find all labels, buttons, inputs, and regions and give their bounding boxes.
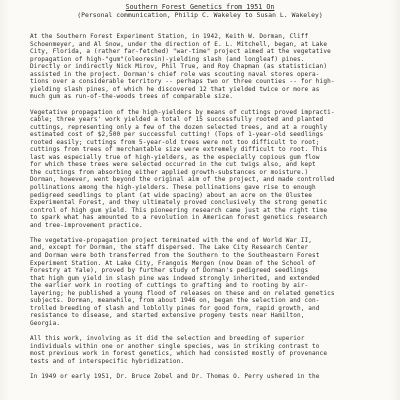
- text-line: for which these trees were selected occurred in the cut twigs also, and kept: [30, 161, 316, 169]
- text-line: tests and of interspecific hybridization.: [30, 357, 185, 365]
- text-line: that high gum yield in slash pine was indeed strongly inherited, and extended: [30, 274, 320, 282]
- body-paragraph: [30, 237, 370, 328]
- text-line: much gum as run-of-the-woods trees of comparable size.: [30, 93, 234, 101]
- text-line: pedigreed seedlings to plant (at wide spacing) about an acre on the Olustee: [30, 191, 313, 199]
- text-line: estimated cost of $2,500 per successful cutting! (Tops of 1-year-old seedlings: [30, 131, 324, 139]
- text-line: last was especially true of high-yielders, as the especially copious gum flow: [30, 153, 320, 161]
- text-line: resistance to disease, and started extensive progeny tests near Hamilton,: [30, 312, 305, 320]
- text-line: cuttings, representing only a few of the dozen selected trees, and at a roughly: [30, 123, 328, 131]
- text-line: Dorman, however, went beyond the original aim of the project, and made controlled: [30, 176, 335, 184]
- text-line: Vegetative propagation of the high-yielders by means of cuttings proved impracti-: [30, 108, 335, 116]
- text-line: In 1949 or early 1951, Dr. Bruce Zobel and Dr. Thomas O. Perry ushered in the: [30, 372, 320, 380]
- text-line: and, except for Dorman, the staff dispersed. The Lake City Research Center: [30, 244, 309, 252]
- text-line: layering; he published a young flood of releases on these and on related genetics: [30, 289, 335, 297]
- text-line: Experimental Forest, and they ultimately proved conclusively the strong genetic: [30, 199, 328, 207]
- text-line: tions over a considerable territory -- perhaps two or three counties -- for high-: [30, 78, 335, 86]
- text-line: City, Florida, a (rather far-fetched) "war-time" project aimed at the vegetative: [30, 48, 331, 56]
- text-line: Experiment Station. At Lake City, Frangois Mergen (now Dean of the School of: [30, 259, 316, 267]
- text-line: individuals within one or another single species, was in striking contrast to: [30, 342, 320, 350]
- text-line: most previous work in forest genetics, which had consisted mostly of provenance: [30, 350, 328, 358]
- text-line: All this work, involving as it did the selection and breeding of superior: [30, 335, 305, 343]
- text-line: cable; three years' work yielded a total of 15 successfully rooted and planted: [30, 116, 324, 124]
- text-line: Directly or indirectly Nick Mirov, Phil True, and Roy Chapman (as statistician): [30, 63, 328, 71]
- text-line: assisted in the project. Dorman's chief role was scouting naval stores opera-: [30, 70, 320, 78]
- document-title: Southern Forest Genetics from 1951 On: [125, 3, 275, 11]
- text-line: rooted easily; cuttings from 5-year-old trees were not too difficult to root;: [30, 138, 320, 146]
- text-line: At the Southern Forest Experiment Station, in 1942, Keith W. Dorman, Cliff: [30, 33, 309, 40]
- text-line: propagation of high-"gum"(oleoresin)-yielding slash (and longleaf) pines.: [30, 55, 305, 63]
- body-paragraph: [30, 373, 370, 381]
- text-line: yielding slash pines, of which he discovered 12 that yielded twice or more as: [30, 85, 320, 93]
- text-line: to spark what has amounted to a revolution in American forest genetics research: [30, 214, 328, 222]
- body-paragraph: [30, 33, 370, 101]
- document-subtitle: (Personal communication, Philip C. Wakeley to Susan L. Wakeley): [77, 11, 323, 19]
- text-line: and Dorman were both transferred from the Southern to the Southeastern Forest: [30, 251, 320, 259]
- text-line: cuttings from trees of merchantable size were extremely difficult to root. This: [30, 146, 328, 154]
- text-line: and tree-improvement practice.: [30, 221, 143, 229]
- text-line: trolled breeding of slash and loblolly pines for good form, rapid growth, and: [30, 304, 320, 312]
- text-line: The vegetative-propagation project terminated with the end of World War II,: [30, 236, 313, 244]
- text-line: Schoenmeyer, and Al Snow, under the direction of E. L. Mitchell, began, at Lake: [30, 40, 328, 48]
- text-line: pollinations among the high-yielders. These pollinations gave rise to enough: [30, 183, 316, 191]
- text-line: the earlier work in rooting of cuttings to grafting and to rooting by air-: [30, 282, 309, 290]
- text-line: Georgia.: [30, 319, 61, 327]
- text-line: the cuttings from absorbing either applied growth-substances or moisture.): [30, 168, 309, 176]
- text-line: control of high gum yield. This pioneering research came just at the right time: [30, 206, 328, 214]
- document-body: [30, 33, 370, 380]
- body-paragraph: [30, 109, 370, 230]
- body-paragraph: [30, 335, 370, 365]
- text-line: Forestry at Yale), proved by further study of Dorman's pedigreed seedlings: [30, 267, 309, 275]
- text-line: subjects. Dorman, meanwhile, from about 1946 on, began the selection and con-: [30, 297, 320, 305]
